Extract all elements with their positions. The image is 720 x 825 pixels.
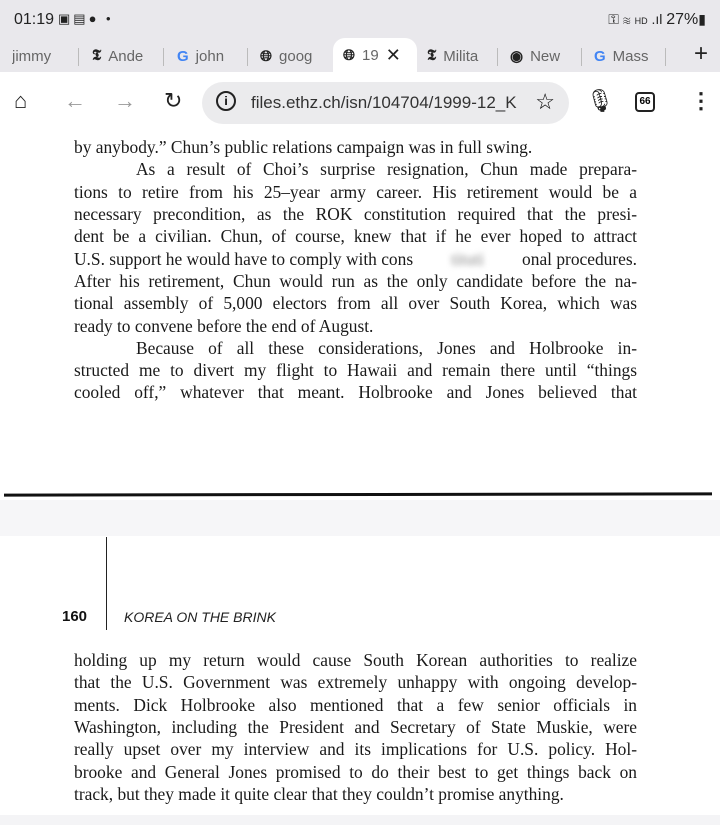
tab-separator bbox=[247, 48, 248, 66]
text-line: brooke and General Jones promised to do their best to get things back on bbox=[74, 762, 637, 782]
microphone-icon[interactable]: 🎙︎ bbox=[586, 88, 614, 113]
text-line: holding up my return would cause South Korean authorities to realize bbox=[74, 650, 637, 670]
tab-label: 19 bbox=[362, 46, 379, 64]
running-head: KOREA ON THE BRINK bbox=[124, 609, 276, 625]
globe-icon: 🌐︎ bbox=[260, 47, 273, 65]
status-bar bbox=[0, 0, 720, 38]
new-tab-button[interactable]: + bbox=[693, 40, 708, 67]
google-icon: G bbox=[594, 47, 606, 65]
tab-label: New bbox=[530, 47, 561, 65]
home-icon[interactable]: ⌂ bbox=[14, 88, 28, 113]
text-line: dent be a civilian. Chun, of course, knew that if he ever hoped to attract bbox=[74, 226, 637, 246]
tab-separator bbox=[497, 48, 498, 66]
tab-separator bbox=[581, 48, 582, 66]
text-line: tions to retire from his 25–year army career. His retirement would be a bbox=[74, 182, 637, 202]
tab-label: jimmy bbox=[12, 47, 52, 65]
close-tab-icon[interactable]: ✕ bbox=[385, 44, 401, 65]
google-icon: G bbox=[177, 47, 189, 65]
text-line: Washington, including the President and Secretary of State Muskie, were bbox=[74, 717, 637, 737]
tab-switcher-button[interactable]: 66 bbox=[635, 92, 655, 112]
tab-6[interactable] bbox=[427, 42, 493, 70]
text-segment: U.S. support he would have to comply with cons bbox=[74, 249, 414, 269]
nyt-icon: 𝕿 bbox=[427, 48, 437, 64]
header-rule bbox=[106, 537, 107, 630]
tab-1[interactable] bbox=[12, 42, 68, 70]
tab-2[interactable] bbox=[92, 42, 152, 70]
notification-icons: ▣▤● • bbox=[58, 11, 114, 26]
tab-label: Milita bbox=[443, 47, 479, 65]
chrome-icon: ◉ bbox=[510, 48, 524, 65]
reload-icon[interactable]: ↻ bbox=[164, 88, 183, 113]
text-line: by anybody.” Chun’s public relations campaign was in full swing. bbox=[74, 137, 533, 157]
redacted-text: tituti bbox=[451, 249, 484, 269]
bottom-overlay bbox=[0, 815, 720, 825]
tab-strip bbox=[0, 38, 720, 72]
signal-icon: .ıl bbox=[651, 11, 663, 27]
text-line bbox=[74, 248, 637, 270]
tab-4[interactable] bbox=[260, 42, 328, 70]
tab-separator bbox=[78, 48, 79, 66]
battery-level: 27% bbox=[666, 11, 699, 28]
back-icon[interactable]: ← bbox=[64, 88, 86, 113]
url-text[interactable]: files.ethz.ch/isn/104704/1999-12_K bbox=[251, 93, 517, 112]
text-line: track, but they made it quite clear that they couldn’t promise anything. bbox=[74, 784, 564, 804]
browser-toolbar bbox=[0, 72, 720, 132]
text-line: tional assembly of 5,000 electors from all over South Korea, which was bbox=[74, 293, 637, 313]
tab-separator bbox=[163, 48, 164, 66]
text-line: really upset over my interview and its implications for U.S. policy. Hol- bbox=[74, 739, 637, 759]
text-line: that the U.S. Government was extremely unhappy with ongoing develop- bbox=[74, 672, 637, 692]
info-icon[interactable]: i bbox=[216, 91, 236, 111]
text-line: ready to convene before the end of August. bbox=[74, 316, 374, 336]
page-number: 160 bbox=[62, 608, 88, 625]
text-segment: onal procedures. bbox=[522, 249, 637, 269]
menu-icon[interactable]: ⋮ bbox=[690, 88, 712, 113]
text-line: After his retirement, Chun would run as the only candidate before the na- bbox=[74, 271, 637, 291]
tab-label: Mass bbox=[612, 47, 649, 65]
status-right bbox=[608, 11, 706, 29]
tab-label: john bbox=[195, 47, 225, 65]
tab-5-active[interactable] bbox=[333, 38, 417, 72]
network-label: HD bbox=[634, 16, 648, 26]
text-line: necessary precondition, as the ROK constitution required that the presi- bbox=[74, 204, 637, 224]
page-gap bbox=[0, 500, 720, 536]
forward-icon[interactable]: → bbox=[114, 88, 136, 113]
battery-icon: ▮ bbox=[698, 11, 706, 27]
text-line: ments. Dick Holbrooke also mentioned that a few senior officials in bbox=[74, 695, 637, 715]
tab-7[interactable] bbox=[510, 42, 576, 70]
text-line: cooled off,” whatever that meant. Holbrooke and Jones believed that bbox=[74, 382, 637, 402]
tab-label: goog bbox=[279, 47, 313, 65]
tab-label: Ande bbox=[108, 47, 144, 65]
tab-separator bbox=[665, 48, 666, 66]
text-line: As a result of Choi’s surprise resignation, Chun made prepara- bbox=[136, 159, 637, 179]
address-bar[interactable] bbox=[202, 82, 569, 124]
bookmark-star-icon[interactable]: ☆ bbox=[535, 89, 555, 114]
wifi-icon: ≋ bbox=[622, 11, 631, 27]
tab-8[interactable] bbox=[594, 42, 654, 70]
tab-3[interactable] bbox=[177, 42, 242, 70]
page-edge-rule bbox=[4, 492, 712, 496]
text-line: Because of all these considerations, Jones and Holbrooke in- bbox=[136, 338, 637, 358]
key-icon: ⚿ bbox=[608, 11, 619, 27]
globe-icon: 🌐︎ bbox=[343, 46, 356, 64]
text-line: structed me to divert my flight to Hawaii and remain there until “things bbox=[74, 360, 637, 380]
clock: 01:19 bbox=[14, 11, 55, 28]
nyt-icon: 𝕿 bbox=[92, 48, 102, 64]
